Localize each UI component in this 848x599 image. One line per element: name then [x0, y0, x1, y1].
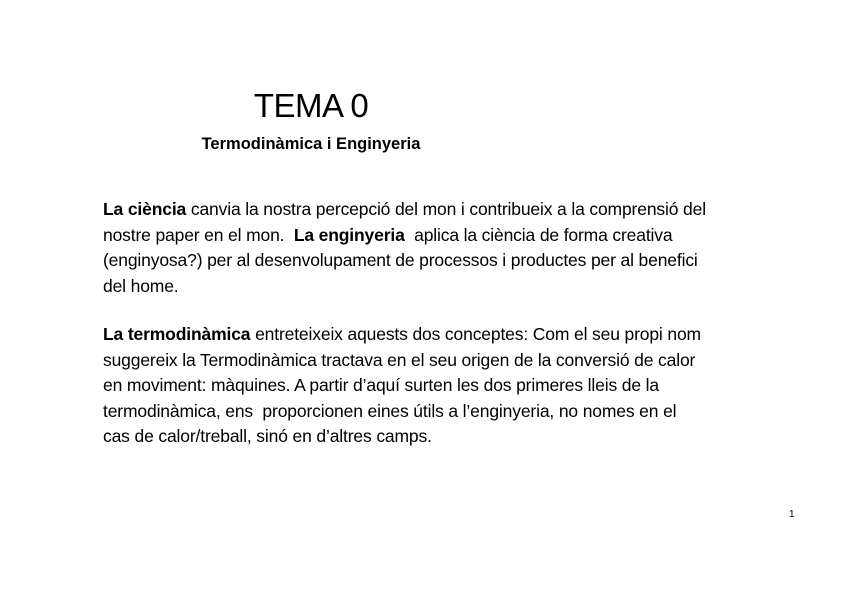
paragraph-line [103, 248, 793, 274]
paragraph-thermodynamics [103, 322, 793, 450]
bold-term-la-enginyeria: La enginyeria [293, 224, 405, 245]
text-run: cas de calor/treball, sinó en d’altres camps. [103, 426, 432, 446]
paragraph-line [103, 274, 793, 300]
text-run: aplica la ciència de forma creativa [404, 224, 673, 245]
text-run: suggereix la Termodinàmica tractava en el seu origen de la conversió de calor [103, 349, 696, 370]
paragraph-science-engineering [103, 197, 793, 299]
slide-subtitle: Termodinàmica i Enginyeria [201, 135, 421, 153]
paragraph-line [103, 424, 793, 450]
paragraph-line [103, 348, 793, 374]
text-run: en moviment: màquines. A partir d’aquí surten les dos primeres lleis de la [103, 375, 659, 395]
paragraph-line [103, 322, 793, 348]
text-run: (enginyosa?) per al desenvolupament de processos i productes per al benefici [103, 250, 698, 270]
text-run: nostre paper en el mon. [103, 224, 294, 245]
text-run: del home. [103, 275, 179, 296]
paragraph-line [103, 399, 793, 425]
text-run: canvia la nostra percepció del mon i contribueix a la comprensió del [186, 199, 706, 219]
text-run: entreteixeix aquests dos conceptes: Com el seu propi nom [250, 324, 701, 344]
paragraph-line [103, 373, 793, 399]
text-run: termodinàmica, ens proporcionen eines útils a l’enginyeria, no nomes en el [103, 400, 677, 421]
bold-term-la-termodinamica: La termodinàmica [103, 324, 251, 344]
page-number: 1 [789, 509, 795, 520]
bold-term-la-ciencia: La ciència [103, 199, 187, 219]
slide-title: TEMA 0 [253, 87, 369, 124]
paragraph-line [103, 223, 793, 249]
paragraph-line [103, 197, 793, 223]
